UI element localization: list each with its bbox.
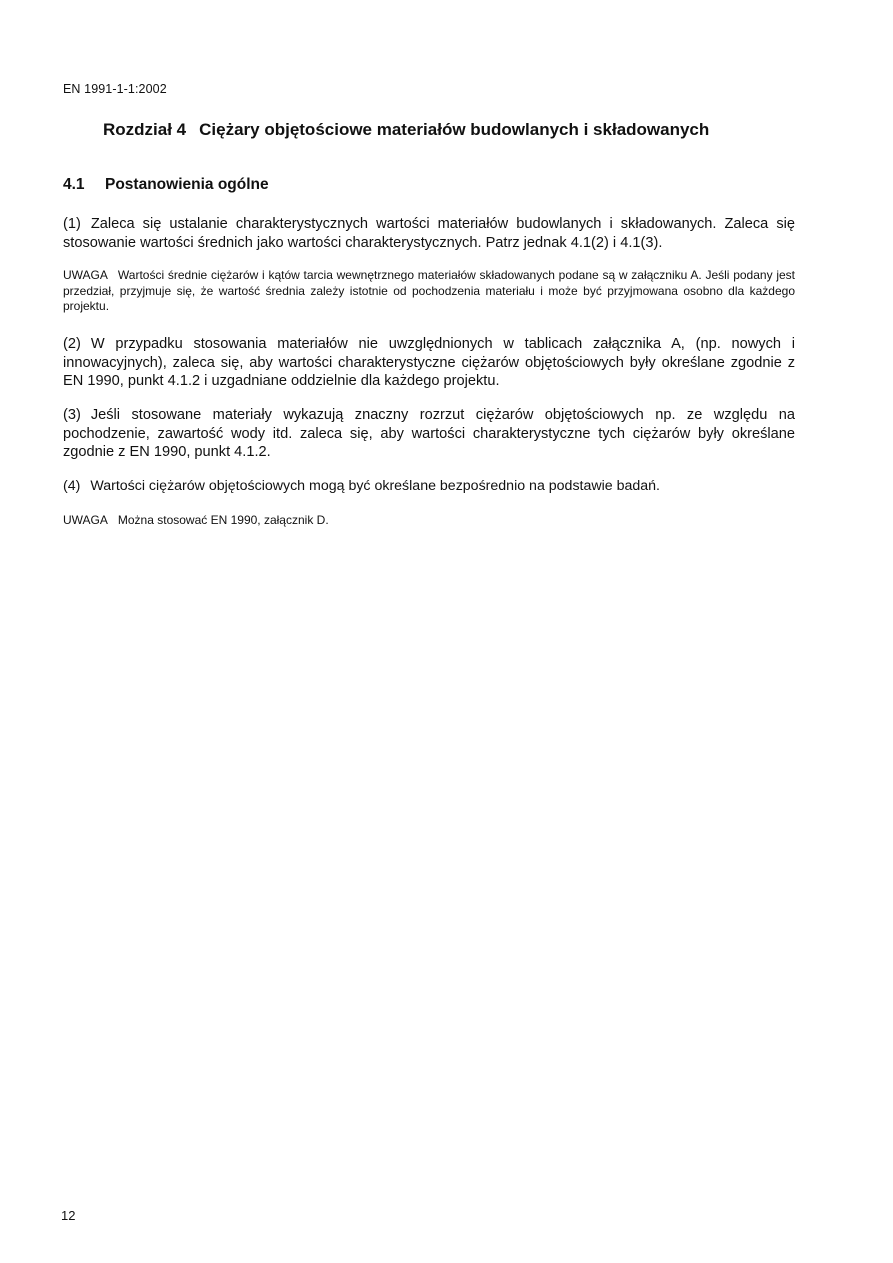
section-heading bbox=[63, 176, 269, 194]
note-1 bbox=[63, 268, 795, 315]
section-title: Postanowienia ogólne bbox=[105, 176, 269, 193]
note-2 bbox=[63, 513, 795, 529]
chapter-title: Ciężary objętościowe materiałów budowlanych i składowanych bbox=[199, 120, 710, 139]
chapter-number: Rozdział 4 bbox=[103, 120, 187, 139]
section-number: 4.1 bbox=[63, 176, 85, 193]
paragraph-number: (3) bbox=[63, 407, 81, 423]
paragraph-text: Wartości ciężarów objętościowych mogą być określane bezpośrednio na podstawie badań. bbox=[90, 478, 660, 494]
paragraph-number: (2) bbox=[63, 336, 81, 352]
paragraph-text: Zaleca się ustalanie charakterystycznych wartości materiałów budowlanych i składowanych. Zaleca się stosowanie wartości średnich jako wartości charakterystycznych. Patrz jednak 4.1(2) i 4.1(3). bbox=[63, 216, 795, 251]
paragraph-number: (1) bbox=[63, 216, 81, 232]
paragraph-3 bbox=[63, 406, 795, 462]
note-label: UWAGA bbox=[63, 268, 108, 282]
document-code: EN 1991-1-1:2002 bbox=[63, 82, 167, 96]
paragraph-2 bbox=[63, 335, 795, 391]
paragraph-text: Jeśli stosowane materiały wykazują znaczny rozrzut ciężarów objętościowych np. ze względu na pochodzenie, zawartość wody itd. zaleca się, aby wartości charakterystyczne tych ciężarów były określane zgodnie z EN 1990, punkt 4.1.2. bbox=[63, 407, 795, 460]
page-number: 12 bbox=[61, 1208, 76, 1223]
paragraph-4 bbox=[63, 477, 795, 496]
note-text: Wartości średnie ciężarów i kątów tarcia wewnętrznego materiałów składowanych podane są w załączniku A. Jeśli podany jest przedział, przyjmuje się, że wartość średnia zależy istotnie od pochodzenia materiału i może być przyjmowana osobno dla każdego projektu. bbox=[63, 268, 795, 313]
note-label: UWAGA bbox=[63, 513, 108, 527]
paragraph-1 bbox=[63, 215, 795, 252]
note-text: Można stosować EN 1990, załącznik D. bbox=[117, 513, 329, 527]
chapter-heading bbox=[103, 120, 709, 140]
paragraph-number: (4) bbox=[63, 478, 81, 494]
paragraph-text: W przypadku stosowania materiałów nie uwzględnionych w tablicach załącznika A, (np. nowych i innowacyjnych), zaleca się, aby wartości charakterystyczne ciężarów objętościowych były określane zgodnie z EN 1990, punkt 4.1.2 i uzgadniane oddzielnie dla każdego projektu. bbox=[63, 336, 795, 389]
